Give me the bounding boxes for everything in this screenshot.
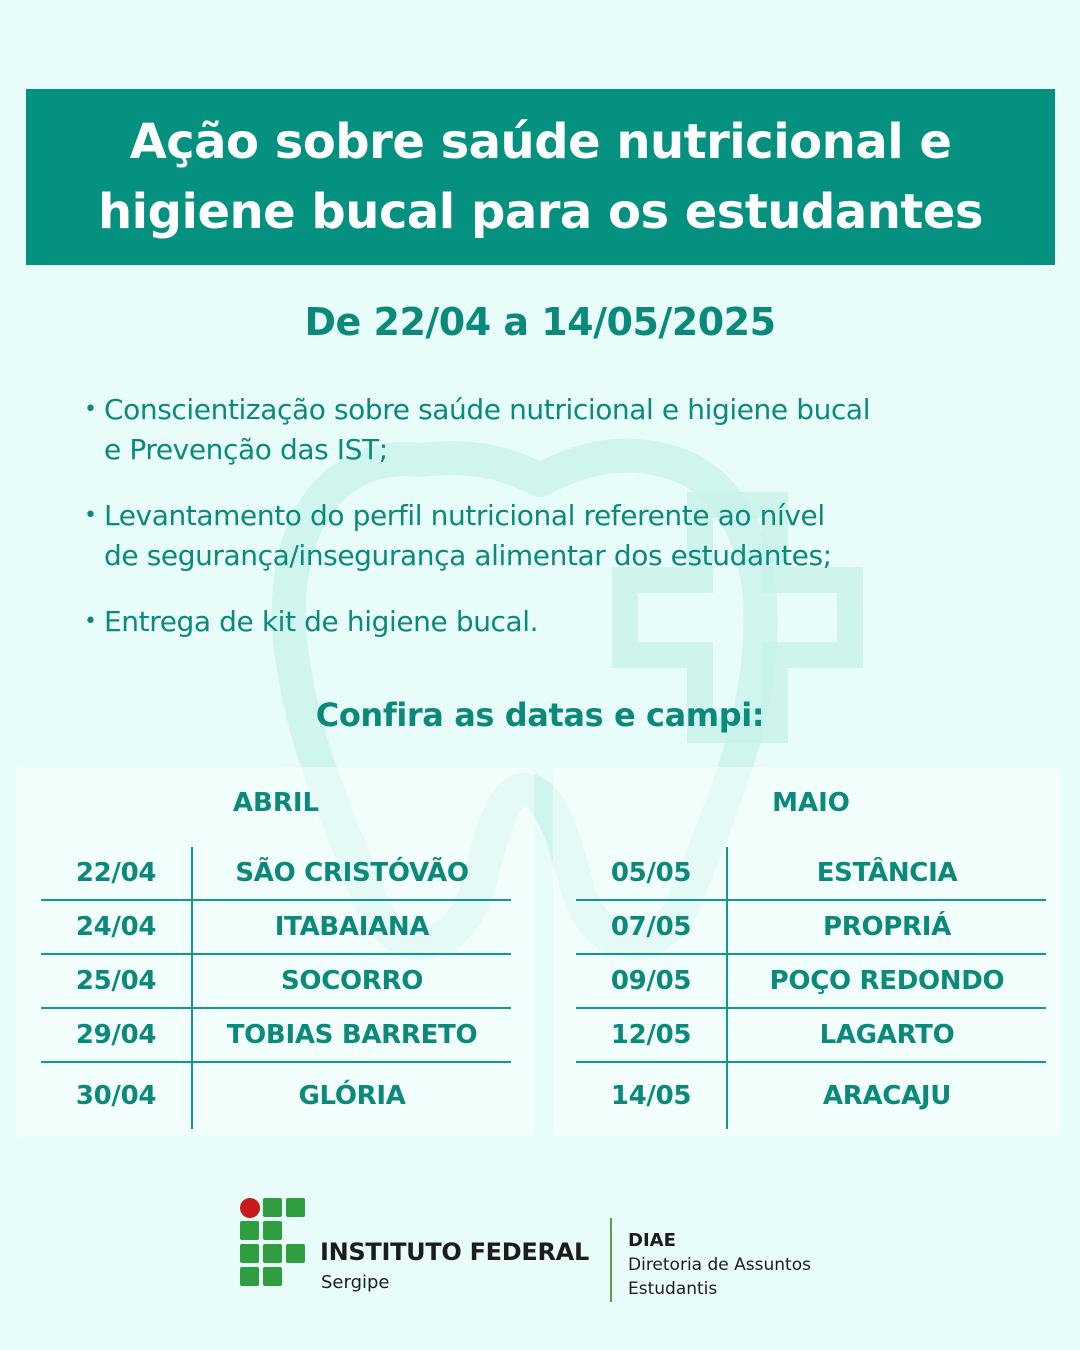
date-cell: 24/04 [41,900,192,954]
campus-cell: POÇO REDONDO [727,954,1046,1008]
month-label-may: MAIO [772,788,850,818]
date-cell: 05/05 [576,847,727,900]
table-row [41,900,511,954]
table-row [576,954,1046,1008]
action-item-line-2: e Prevenção das IST; [104,433,388,466]
action-item-line-1: Conscientização sobre saúde nutricional e higiene bucal [104,393,871,426]
table-row [576,847,1046,900]
table-row [41,1062,511,1129]
april-schedule-table [41,847,511,1129]
page-title [98,107,983,247]
action-item [82,496,1042,576]
may-schedule-table [576,847,1046,1129]
table-row [41,847,511,900]
action-item [82,602,1042,642]
table-row [41,1008,511,1062]
date-cell: 30/04 [41,1062,192,1129]
institution-name: INSTITUTO FEDERAL [320,1238,589,1266]
campus-cell: SÃO CRISTÓVÃO [192,847,511,900]
title-banner [26,89,1055,265]
campus-cell: GLÓRIA [298,1081,406,1111]
date-cell: 22/04 [41,847,192,900]
campus-cell: TOBIAS BARRETO [192,1008,511,1062]
campus-cell: SOCORRO [192,954,511,1008]
month-label-april: ABRIL [232,788,320,818]
table-row [41,954,511,1008]
footer [0,1190,1080,1310]
date-cell: 09/05 [576,954,727,1008]
action-item-line-2: de segurança/insegurança alimentar dos estudantes; [104,539,832,572]
schedule-title: Confira as datas e campi: [315,696,765,734]
action-item-line-1: Entrega de kit de higiene bucal. [104,605,539,638]
date-cell: 25/04 [41,954,192,1008]
table-row [576,1008,1046,1062]
department-name: Diretoria de Assuntos Estudantis [628,1255,811,1299]
campus-cell: ITABAIANA [192,900,511,954]
campus-cell: LAGARTO [727,1008,1046,1062]
date-cell: 12/05 [576,1008,727,1062]
table-row [576,1062,1046,1129]
date-cell: 07/05 [576,900,727,954]
title-line-1: Ação sobre saúde nutricional e [129,114,952,170]
action-item [82,390,1042,470]
date-cell: 29/04 [41,1008,192,1062]
campus-cell: PROPRIÁ [727,900,1046,954]
institution-state: Sergipe [321,1272,390,1293]
title-line-2: higiene bucal para os estudantes [98,184,983,240]
table-row [576,900,1046,954]
date-cell: 14/05 [576,1062,727,1129]
campus-cell: ESTÂNCIA [727,847,1046,900]
footer-divider [610,1218,612,1302]
department-acronym: DIAE [628,1230,676,1251]
campus-cell: ARACAJU [822,1081,952,1111]
action-list [82,390,1042,668]
date-range: De 22/04 a 14/05/2025 [304,300,776,344]
action-item-line-1: Levantamento do perfil nutricional referente ao nível [104,499,825,532]
